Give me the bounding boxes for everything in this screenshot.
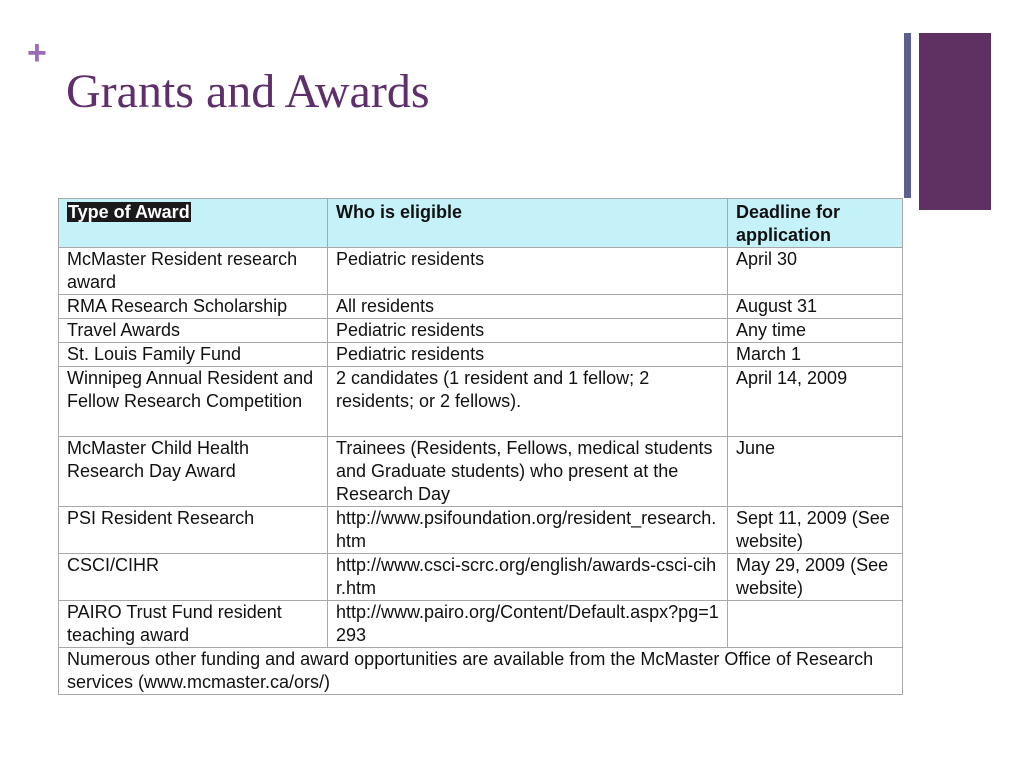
table-row xyxy=(59,437,903,507)
deadline: March 1 xyxy=(728,343,903,367)
plus-icon: + xyxy=(27,34,47,72)
table-footer-row xyxy=(59,648,903,695)
header-deadline: Deadline for application xyxy=(728,199,903,248)
deadline: Sept 11, 2009 (See website) xyxy=(728,507,903,554)
eligibility-link: http://www.pairo.org/Content/Default.aspx?pg=1293 xyxy=(328,601,728,648)
eligibility-link: http://www.psifoundation.org/resident_research.htm xyxy=(328,507,728,554)
slide-title: Grants and Awards xyxy=(66,65,430,118)
eligibility: Pediatric residents xyxy=(328,319,728,343)
deadline xyxy=(728,601,903,648)
award-name: St. Louis Family Fund xyxy=(59,343,328,367)
award-name: McMaster Child Health Research Day Award xyxy=(59,437,328,507)
deadline: April 14, 2009 xyxy=(728,367,903,437)
table-row xyxy=(59,601,903,648)
eligibility: Pediatric residents xyxy=(328,248,728,295)
header-who-is-eligible: Who is eligible xyxy=(328,199,728,248)
decorative-thin-bar xyxy=(904,33,911,198)
award-name: CSCI/CIHR xyxy=(59,554,328,601)
table-row xyxy=(59,554,903,601)
award-name: RMA Research Scholarship xyxy=(59,295,328,319)
award-name: PSI Resident Research xyxy=(59,507,328,554)
eligibility: All residents xyxy=(328,295,728,319)
eligibility: Trainees (Residents, Fellows, medical students and Graduate students) who present at the Research Day xyxy=(328,437,728,507)
eligibility: 2 candidates (1 resident and 1 fellow; 2 residents; or 2 fellows). xyxy=(328,367,728,437)
deadline: April 30 xyxy=(728,248,903,295)
table-row xyxy=(59,367,903,437)
awards-table xyxy=(58,198,903,695)
deadline: May 29, 2009 (See website) xyxy=(728,554,903,601)
award-name: McMaster Resident research award xyxy=(59,248,328,295)
table-row xyxy=(59,319,903,343)
table-row xyxy=(59,248,903,295)
award-name: Winnipeg Annual Resident and Fellow Research Competition xyxy=(59,367,328,437)
table-header-row xyxy=(59,199,903,248)
award-name: PAIRO Trust Fund resident teaching award xyxy=(59,601,328,648)
table-row xyxy=(59,343,903,367)
decorative-block xyxy=(919,33,991,210)
deadline: Any time xyxy=(728,319,903,343)
deadline: June xyxy=(728,437,903,507)
deadline: August 31 xyxy=(728,295,903,319)
header-type-of-award: Type of Award xyxy=(59,199,328,248)
award-name: Travel Awards xyxy=(59,319,328,343)
eligibility: Pediatric residents xyxy=(328,343,728,367)
table-row xyxy=(59,295,903,319)
eligibility-link: http://www.csci-scrc.org/english/awards-csci-cihr.htm xyxy=(328,554,728,601)
footer-note: Numerous other funding and award opportunities are available from the McMaster Office of Research services (www.mcmaster.ca/ors/) xyxy=(59,648,903,695)
table-row xyxy=(59,507,903,554)
